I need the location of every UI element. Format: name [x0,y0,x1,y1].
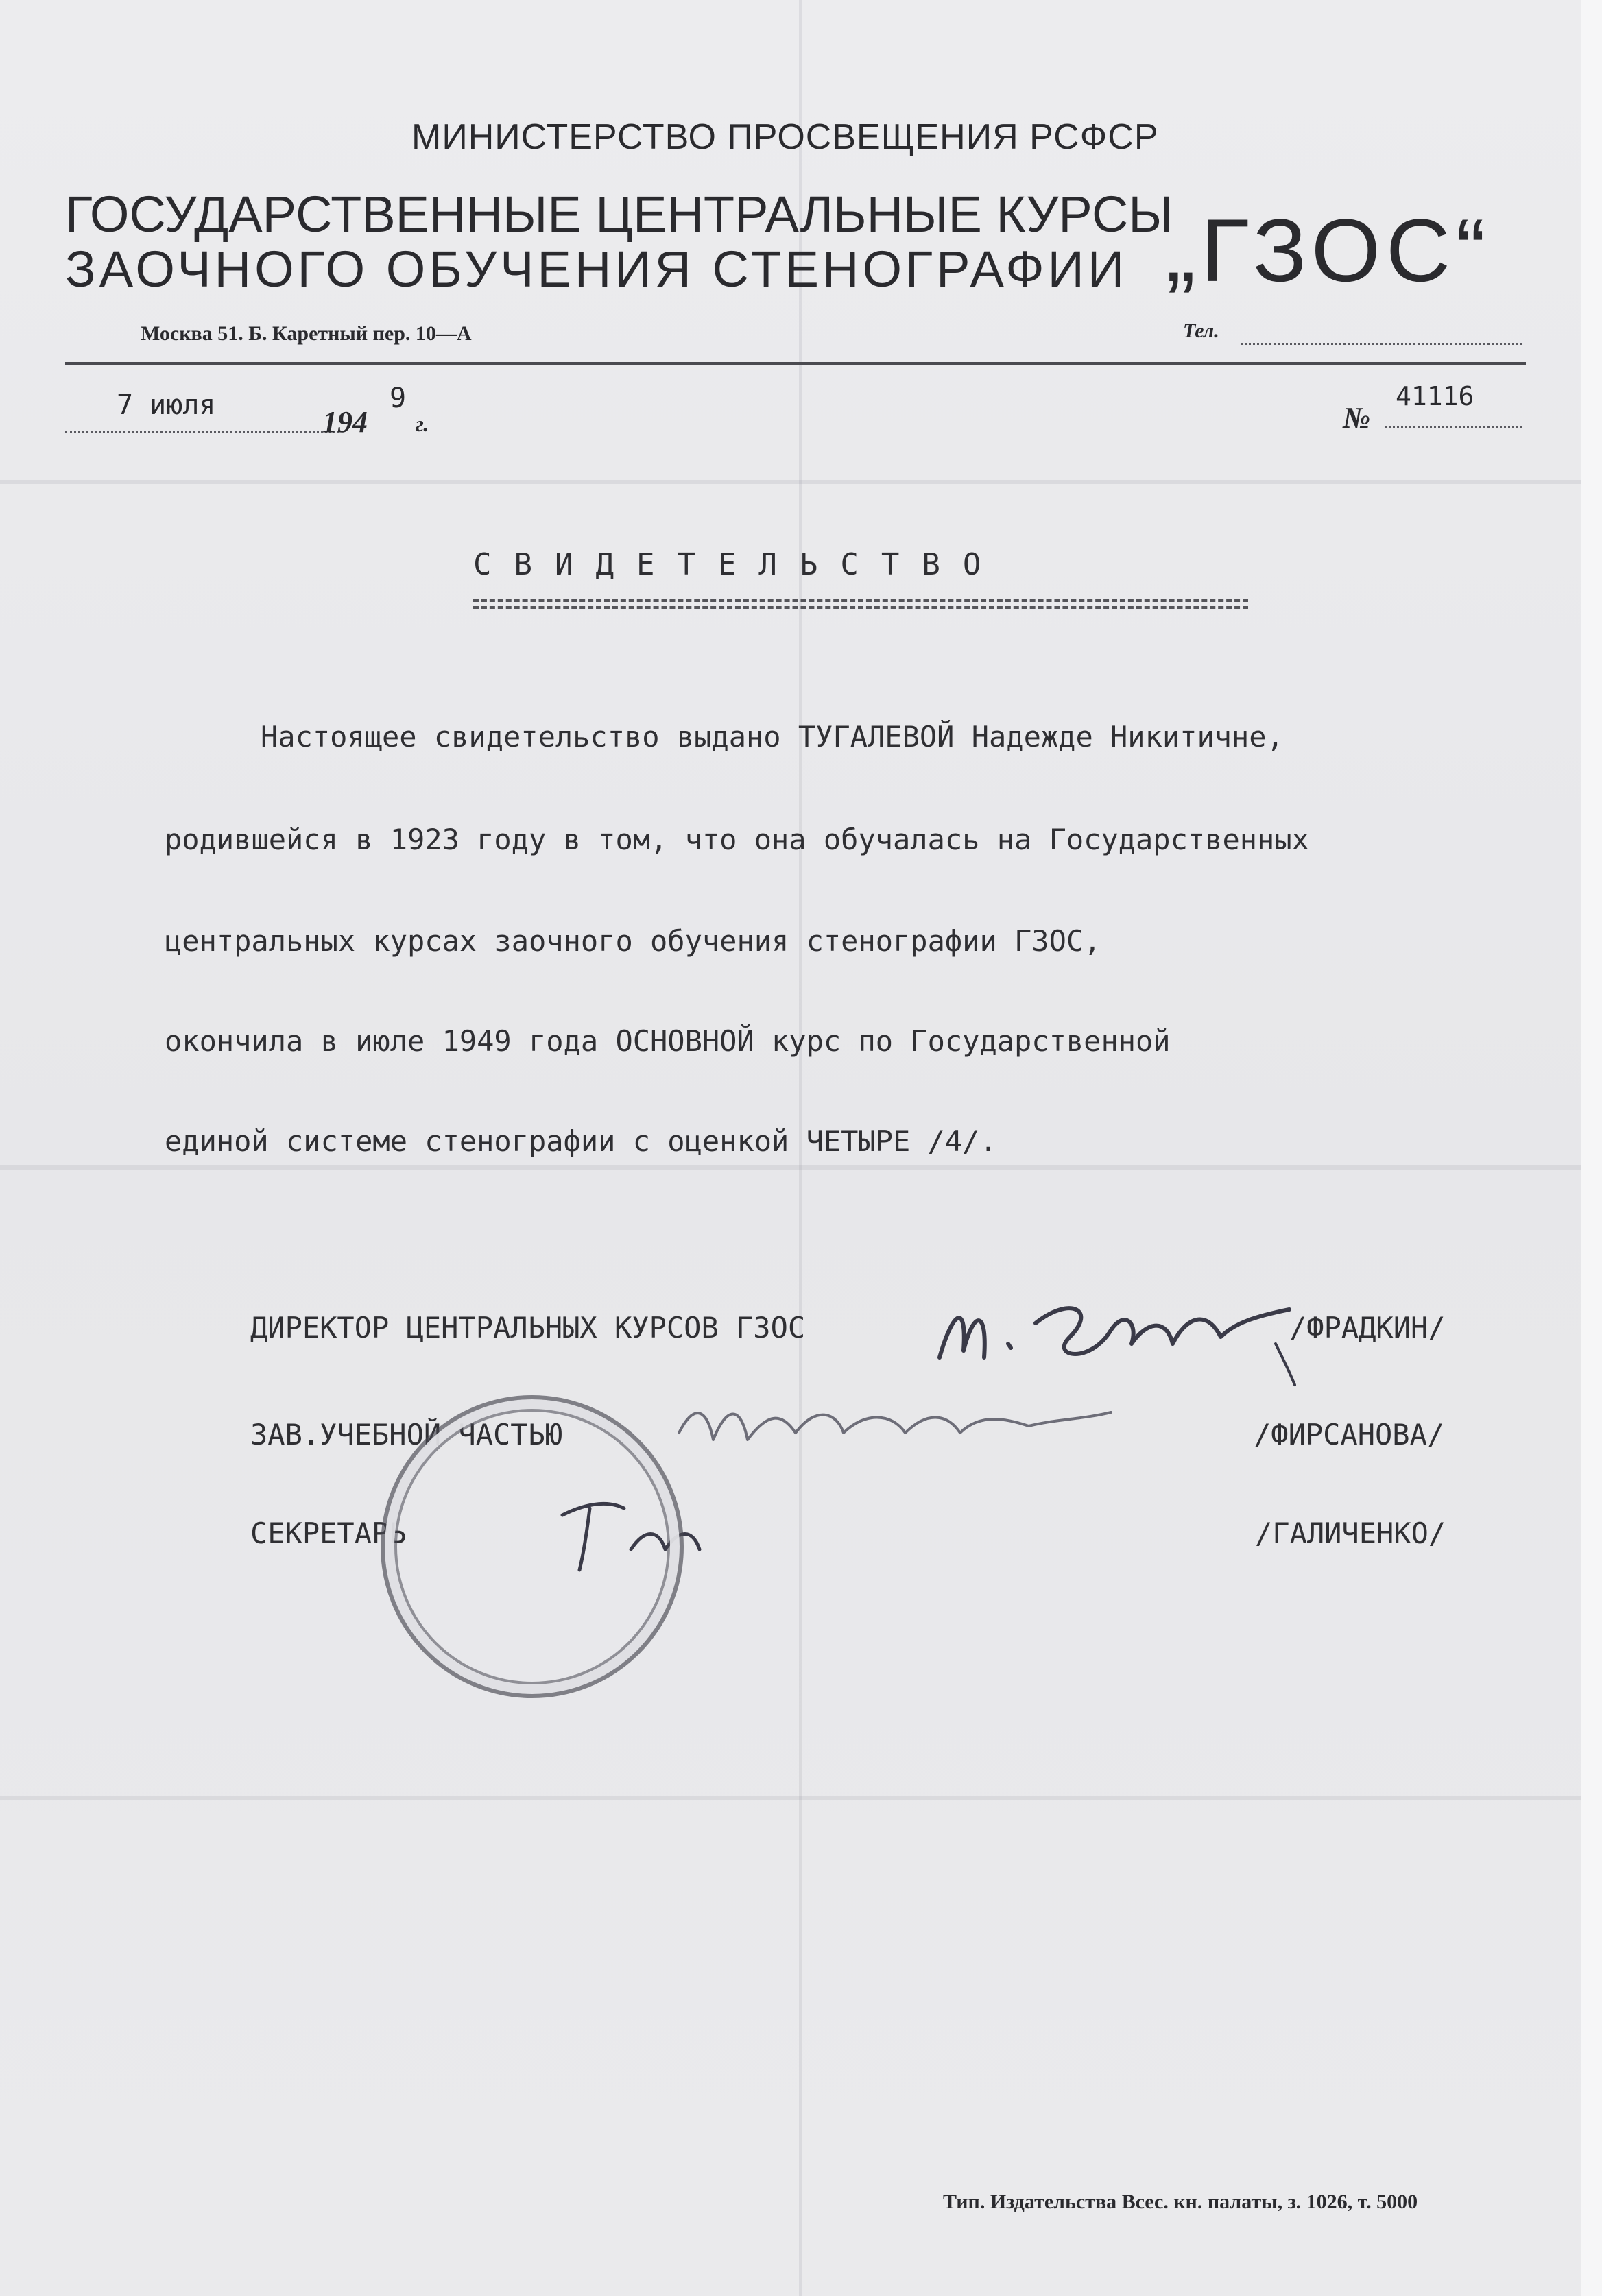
year-abbrev: г. [416,411,429,436]
tel-label: Тел. [1183,319,1219,342]
brand-mark: „ГЗОС“ [1166,200,1492,300]
ministry-heading: МИНИСТЕРСТВО ПРОСВЕЩЕНИЯ РСФСР [411,117,1159,157]
date-value: 7 июля [117,389,216,421]
body-line: окончила в июле 1949 года ОСНОВНОЙ курс по Государственной [165,1024,1171,1058]
body-line: центральных курсах заочного обучения стенографии ГЗОС, [165,924,1101,958]
document-title: СВИДЕТЕЛЬСТВО [473,547,1004,582]
body-line: родившейся в 1923 году в том, что она обучалась на Государственных [165,823,1309,856]
director-name: /ФРАДКИН/ [1289,1311,1446,1344]
head-of-studies-name: /ФИРСАНОВА/ [1254,1418,1445,1451]
title-underline [473,606,1248,609]
address: Москва 51. Б. Каретный пер. 10—А [141,322,472,345]
official-seal [381,1395,684,1698]
number-blank-line [1385,426,1522,428]
secretary-role: СЕКРЕТАРЬ [250,1516,407,1550]
org-name-line2: ЗАОЧНОГО ОБУЧЕНИЯ СТЕНОГРАФИИ [65,241,1128,298]
org-name-line1: ГОСУДАРСТВЕННЫЕ ЦЕНТРАЛЬНЫЕ КУРСЫ [65,186,1173,243]
director-role: ДИРЕКТОР ЦЕНТРАЛЬНЫХ КУРСОВ ГЗОС [250,1311,806,1344]
head-of-studies-role: ЗАВ.УЧЕБНОЙ ЧАСТЬЮ [250,1418,563,1451]
secretary-name: /ГАЛИЧЕНКО/ [1255,1516,1446,1550]
title-underline [473,599,1248,602]
body-line: единой системе стенографии с оценкой ЧЕТЫРЕ /4/. [165,1124,997,1158]
number-label: № [1343,401,1371,435]
year-prefix: 194 [322,405,368,439]
date-blank-line [65,431,339,433]
tel-blank-line [1241,343,1522,345]
year-suffix: 9 [390,383,407,414]
director-signature [933,1282,1317,1392]
printer-imprint: Тип. Издательства Всес. кн. палаты, з. 1026, т. 5000 [943,2190,1418,2213]
header-divider [65,362,1526,365]
paper-edge [1581,0,1602,2296]
head-of-studies-signature [672,1392,1152,1474]
body-line: Настоящее свидетельство выдано ТУГАЛЕВОЙ Надежде Никитичне, [261,720,1284,753]
number-value: 41116 [1396,381,1474,411]
